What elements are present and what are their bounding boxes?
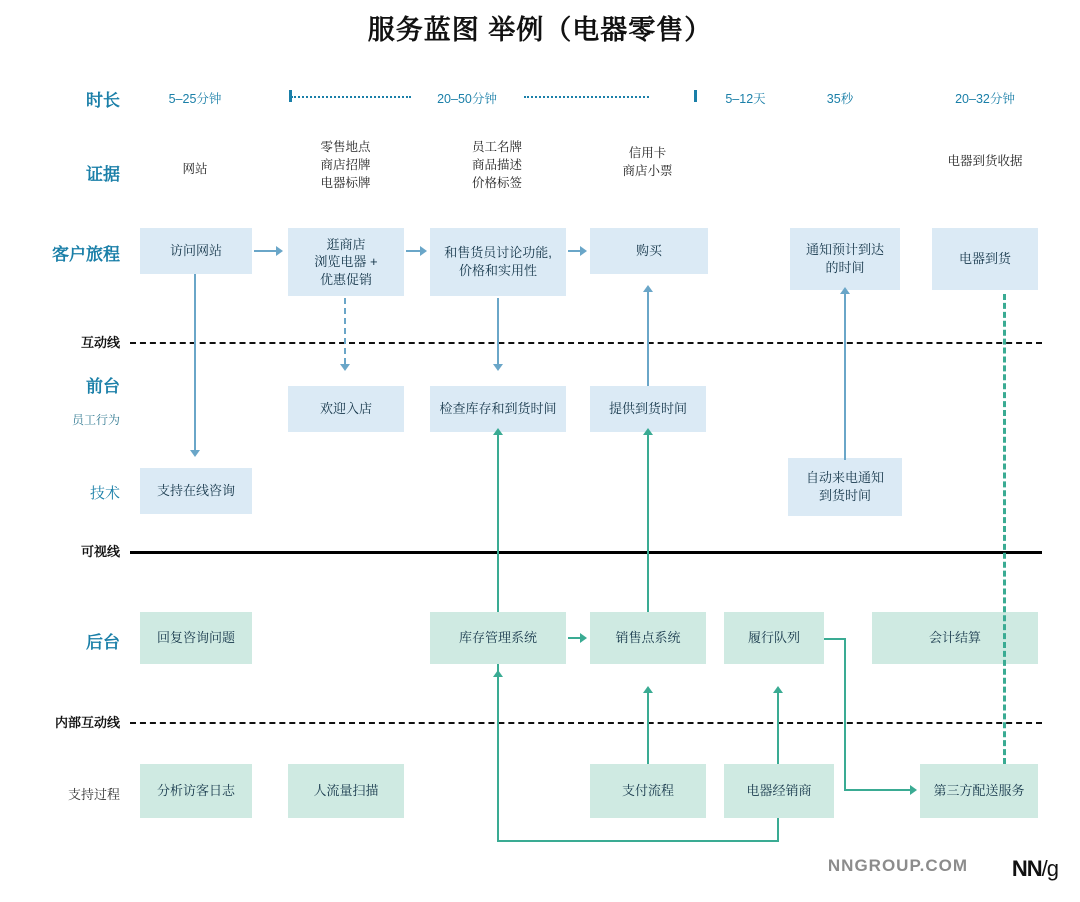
arrowhead-backstage3-up xyxy=(643,686,653,693)
arrowhead-journey5 xyxy=(840,287,850,294)
support-box-5[interactable]: 第三方配送服务 xyxy=(920,764,1038,818)
row-label-internal-interaction-line: 内部互动线 xyxy=(54,715,120,730)
arrowhead-frontstage1 xyxy=(340,364,350,371)
connector-support3-to-backstage3 xyxy=(647,692,649,764)
logo-slash: /g xyxy=(1041,856,1058,881)
evidence-3: 员工名牌 商品描述 价格标签 xyxy=(471,140,522,191)
frontstage-box-3[interactable]: 提供到货时间 xyxy=(590,386,706,432)
evidence-5: 电器到货收据 xyxy=(947,154,1023,168)
row-label-duration: 时长 xyxy=(86,91,120,110)
technology-box-2[interactable]: 自动来电通知 到货时间 xyxy=(788,458,902,516)
backstage-box-1[interactable]: 回复咨询问题 xyxy=(140,612,252,664)
arrowhead-journey-2-3 xyxy=(420,246,427,256)
connector-bottom-route-vert-right xyxy=(777,818,779,842)
connector-frontstage3-to-journey4 xyxy=(647,292,649,386)
evidence-2: 零售地点 商店招牌 电器标牌 xyxy=(320,140,371,191)
arrowhead-backstage-2-3 xyxy=(580,633,587,643)
connector-frontstage2-to-backstage2 xyxy=(497,434,499,612)
customer-journey-box-3[interactable]: 和售货员讨论功能, 价格和实用性 xyxy=(430,228,566,296)
arrowhead-journey-3-4 xyxy=(580,246,587,256)
support-box-3[interactable]: 支付流程 xyxy=(590,764,706,818)
support-box-1[interactable]: 分析访客日志 xyxy=(140,764,252,818)
visibility-line xyxy=(130,551,1042,554)
customer-journey-box-1[interactable]: 访问网站 xyxy=(140,228,252,274)
row-label-frontstage-sub: 员工行为 xyxy=(71,413,120,427)
connector-fulfill-down xyxy=(844,638,846,790)
arrowhead-backstage4-up xyxy=(773,686,783,693)
row-label-evidence: 证据 xyxy=(86,165,120,184)
connector-fulfill-to-delivery xyxy=(844,789,912,791)
backstage-box-3[interactable]: 销售点系统 xyxy=(590,612,706,664)
arrowhead-tech1 xyxy=(190,450,200,457)
arrowhead-frontstage2-up xyxy=(493,428,503,435)
arrowhead-delivery xyxy=(910,785,917,795)
row-label-technology: 技术 xyxy=(89,485,120,502)
connector-frontstage3-to-backstage3 xyxy=(647,434,649,612)
duration-span-2-line-right xyxy=(524,96,649,98)
customer-journey-box-6[interactable]: 电器到货 xyxy=(932,228,1038,290)
customer-journey-box-5[interactable]: 通知预计到达 的时间 xyxy=(790,228,900,290)
connector-delivery-dashed xyxy=(1003,294,1006,764)
footer-site: NNGROUP.COM xyxy=(827,856,968,875)
page-title-sub: 举例（电器零售） xyxy=(488,15,713,45)
support-box-2[interactable]: 人流量扫描 xyxy=(288,764,404,818)
row-label-customer-journey: 客户旅程 xyxy=(52,245,120,264)
backstage-box-2[interactable]: 库存管理系统 xyxy=(430,612,566,664)
duration-1: 5–25分钟 xyxy=(168,92,222,106)
arrowhead-journey-1-2 xyxy=(276,246,283,256)
evidence-1: 网站 xyxy=(182,162,208,176)
page-title-main: 服务蓝图 xyxy=(367,15,480,45)
duration-4: 35秒 xyxy=(826,92,854,106)
arrowhead-frontstage3-up xyxy=(643,428,653,435)
page-title xyxy=(0,8,1080,47)
arrowhead-journey4 xyxy=(643,285,653,292)
connector-journey2-to-frontstage1 xyxy=(344,298,346,364)
connector-journey1-to-tech1 xyxy=(194,274,196,452)
row-label-backstage: 后台 xyxy=(86,633,120,652)
backstage-box-4[interactable]: 履行队列 xyxy=(724,612,824,664)
interaction-line xyxy=(130,342,1042,344)
customer-journey-box-4[interactable]: 购买 xyxy=(590,228,708,274)
connector-journey-1-2 xyxy=(254,250,278,252)
customer-journey-box-2[interactable]: 逛商店 浏览电器 + 优惠促销 xyxy=(288,228,404,296)
row-label-frontstage: 前台 xyxy=(86,377,120,396)
arrowhead-frontstage2 xyxy=(493,364,503,371)
frontstage-box-2[interactable]: 检查库存和到货时间 xyxy=(430,386,566,432)
connector-bottom-route-horiz xyxy=(497,840,779,842)
row-label-visibility-line: 可视线 xyxy=(80,544,120,559)
evidence-4: 信用卡 商店小票 xyxy=(622,146,673,179)
backstage-box-5[interactable]: 会计结算 xyxy=(872,612,1038,664)
connector-fulfill-out xyxy=(824,638,846,640)
row-label-support-processes: 支持过程 xyxy=(67,787,120,802)
connector-journey3-to-frontstage2 xyxy=(497,298,499,364)
duration-5: 20–32分钟 xyxy=(955,92,1015,106)
logo-main: NN xyxy=(1011,856,1042,881)
row-label-interaction-line: 互动线 xyxy=(80,335,120,350)
duration-2: 20–50分钟 xyxy=(437,92,497,106)
connector-bottom-route-vert-left xyxy=(497,664,499,842)
duration-span-2-line-left xyxy=(291,96,411,98)
connector-support4-to-backstage4 xyxy=(777,692,779,764)
duration-3: 5–12天 xyxy=(725,92,766,106)
frontstage-box-1[interactable]: 欢迎入店 xyxy=(288,386,404,432)
internal-interaction-line xyxy=(130,722,1042,724)
technology-box-1[interactable]: 支持在线咨询 xyxy=(140,468,252,514)
connector-tech2-to-journey5 xyxy=(844,294,846,460)
arrowhead-backstage2-up xyxy=(493,670,503,677)
support-box-4[interactable]: 电器经销商 xyxy=(724,764,834,818)
nn-group-logo xyxy=(1012,856,1058,882)
